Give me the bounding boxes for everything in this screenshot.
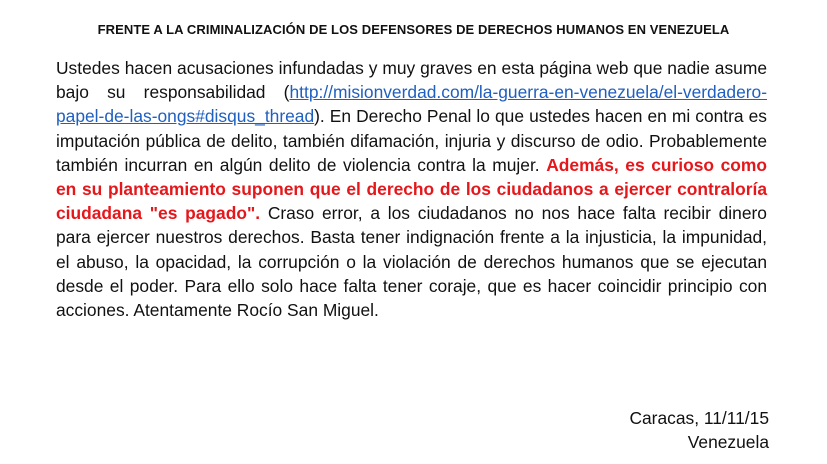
source-link[interactable]: http://misionverdad.com/la-guerra-en-venezuela/el-verdadero-papel-de-las-ongs#disqus_thread xyxy=(56,82,767,127)
document-title: FRENTE A LA CRIMINALIZACIÓN DE LOS DEFENSORES DE DERECHOS HUMANOS EN VENEZUELA xyxy=(97,22,730,37)
body-text-accusations: ). En Derecho Penal lo que ustedes hacen en mi contra es imputación pública de delito, también difamación, injuria y discurso de odio. Probablemente también incurran en algún delito de violencia contra la mujer. xyxy=(56,106,767,175)
country: Venezuela xyxy=(687,432,769,452)
highlighted-statement: Además, es curioso como en su planteamiento suponen que el derecho de los ciudadanos a ejercer contraloría ciudadana "es pagado". xyxy=(56,154,767,224)
signature-block xyxy=(629,406,769,454)
body-text-closing: Craso error, a los ciudadanos no nos hace falta recibir dinero para ejercer nuestros derechos. Basta tener indignación frente a la injusticia, la impunidad, el abuso, la opacidad, la corrupción o la violación de derechos humanos que se ejecutan desde el poder. Para ello solo hace falta tener coraje, que es hacer coincidir principio con acciones. Atentamente Rocío San Miguel. xyxy=(56,203,767,321)
letter-body xyxy=(56,56,767,322)
place-date: Caracas, 11/11/15 xyxy=(629,408,769,428)
body-text-intro: Ustedes hacen acusaciones infundadas y muy graves en esta página web que nadie asume bajo su responsabilidad ( xyxy=(56,58,767,103)
